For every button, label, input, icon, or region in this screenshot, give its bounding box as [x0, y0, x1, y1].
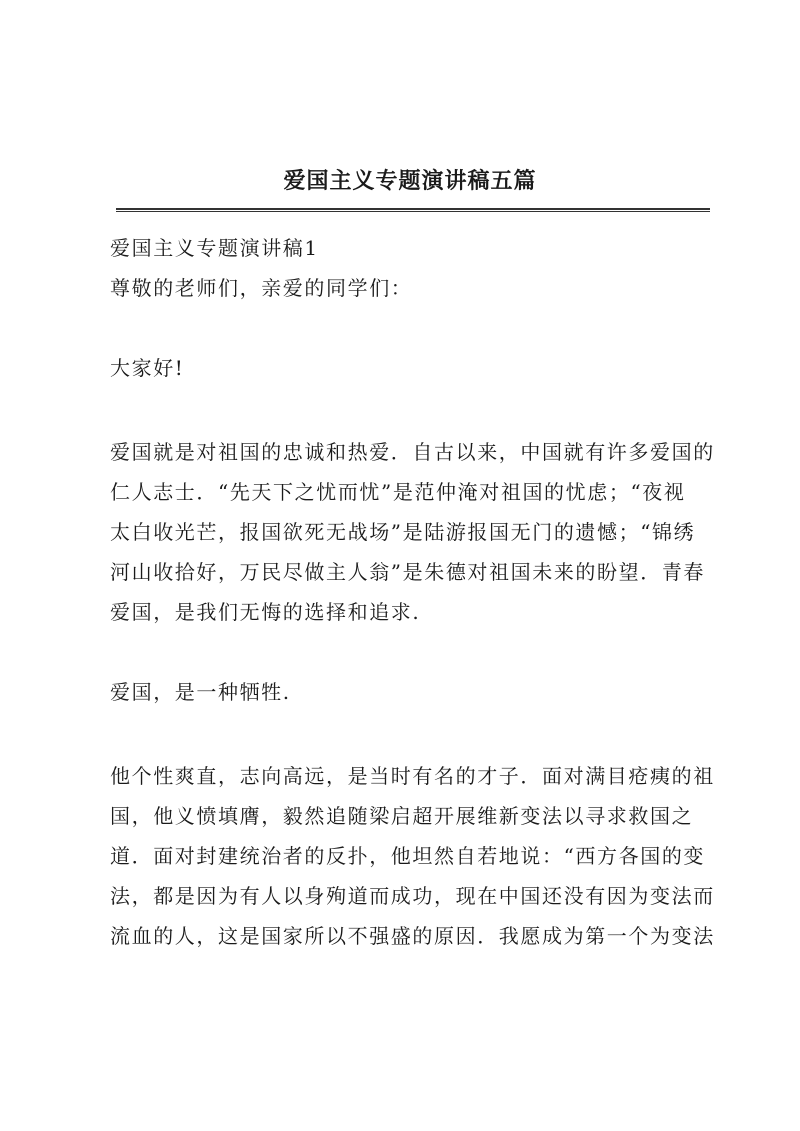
blank-line [110, 388, 712, 428]
blank-line [110, 632, 712, 672]
greeting-line: 尊敬的老师们，亲爱的同学们： [110, 276, 413, 300]
blank-line [110, 712, 712, 752]
paragraph-line: 爱国，是我们无悔的选择和追求. [110, 600, 421, 624]
paragraph-line: 他个性爽直，志向高远，是当时有名的才子．面对满目疮痍的祖 [110, 764, 715, 788]
salutation-line: 大家好! [110, 356, 185, 380]
paragraph-line: 太白收光芒，报国欲死无战场”是陆游报国无门的遗憾；“锦绣 [110, 520, 696, 544]
blank-line [110, 308, 712, 348]
paragraph-line: 法，都是因为有人以身殉道而成功，现在中国还没有因为变法而 [110, 884, 715, 908]
document-title: 爱国主义专题演讲稿五篇 [283, 168, 537, 194]
paragraph-3 [110, 756, 715, 956]
paragraph-1 [110, 432, 715, 632]
paragraph-2: 爱国，是一种牺牲. [110, 680, 291, 704]
title-divider [116, 208, 710, 212]
section-heading: 爱国主义专题演讲稿1 [110, 236, 319, 260]
paragraph-line: 爱国就是对祖国的忠诚和热爱．自古以来，中国就有许多爱国的 [110, 440, 715, 464]
paragraph-line: 河山收拾好，万民尽做主人翁”是朱德对祖国未来的盼望．青春 [110, 560, 706, 584]
paragraph-line: 国，他义愤填膺，毅然追随梁启超开展维新变法以寻求救国之 [110, 804, 694, 828]
paragraph-line: 道．面对封建统治者的反扑，他坦然自若地说：“西方各国的变 [110, 844, 706, 868]
document-body [110, 228, 715, 956]
paragraph-line: 流血的人，这是国家所以不强盛的原因．我愿成为第一个为变法 [110, 924, 715, 948]
paragraph-line: 仁人志士．“先天下之忧而忧”是范仲淹对祖国的忧虑；“夜视 [110, 480, 686, 504]
